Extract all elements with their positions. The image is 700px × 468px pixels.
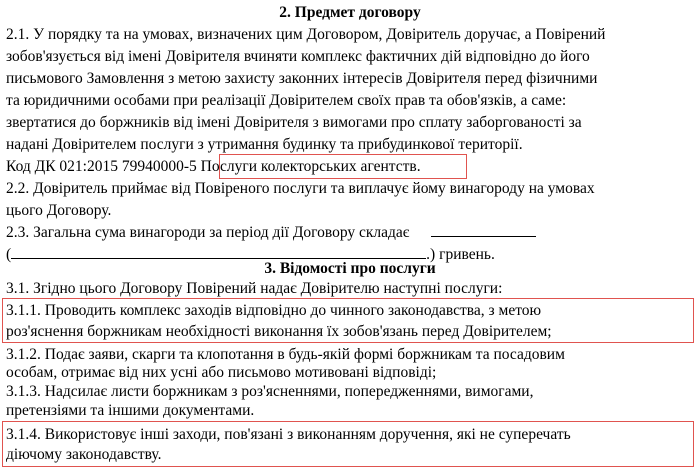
paragraph-3-1-4-line-1: 3.1.4. Використовує інші заходи, пов'язані з виконанням доручення, які не суперечать — [6, 426, 571, 443]
paragraph-2-1-line-1: 2.1. У порядку та на умовах, визначених цим Договором, Довіритель доручає, а Повірений — [6, 26, 606, 43]
service-code-title: Послуги колекторських агентств. — [200, 158, 421, 175]
paragraph-2-3-text: 2.3. Загальна сума винагороди за період дії Договору складає — [6, 224, 410, 241]
highlight-box-service-code — [219, 154, 467, 179]
paragraph-2-1-line-4: та юридичними особами при реалізації Довірителем своїх прав та обов'язків, а саме: — [6, 92, 567, 109]
highlight-box-3-1-4 — [2, 421, 694, 467]
paragraph-3-1: 3.1. Згідно цього Договору Повірений надає Довірителю наступні послуги: — [6, 280, 503, 297]
paragraph-3-1-4-line-2: діючому законодавству. — [6, 446, 162, 463]
paragraph-2-1-line-3: письмового Замовлення з метою захисту законних інтересів Довірителя перед фізичними — [6, 70, 598, 87]
paragraph-2-1-line-5: звертатися до боржників від імені Довірителя з вимогами про сплату заборгованості за — [6, 114, 582, 131]
paragraph-3-1-1-line-2: роз'яснення боржникам необхідності виконання їх зобов'язань перед Довірителем; — [6, 323, 552, 340]
amount-blank-field — [431, 222, 536, 237]
service-code-number: Код ДК 021:2015 79940000-5 — [6, 158, 197, 175]
paragraph-2-3-line-1 — [6, 222, 536, 244]
paragraph-2-1-line-6: надані Довірителем послуги з утримання будинку та прибудинкової території. — [6, 136, 523, 153]
paragraph-3-1-3-line-2: претензіями та іншими документами. — [6, 402, 255, 419]
paragraph-3-1-3-line-1: 3.1.3. Надсилає листи боржникам з роз'ясненнями, попередженнями, вимогами, — [6, 383, 534, 400]
amount-words-open: ( — [6, 246, 12, 263]
paragraph-3-1-2-line-2: особам, отримає від них усні або письмово мотивовані відповіді; — [6, 364, 437, 381]
section-3-heading: 3. Відомості про послуги — [264, 260, 436, 277]
section-2-heading: 2. Предмет договору — [279, 4, 421, 21]
paragraph-3-1-1-line-1: 3.1.1. Проводить комплекс заходів відповідно до чинного законодавства, з метою — [6, 302, 542, 319]
paragraph-2-1-line-2: зобов'язується від імені Довірителя вчиняти комплекс фактичних дій відповідно до його — [6, 48, 590, 65]
paragraph-2-2-line-2: цього Договору. — [6, 202, 112, 219]
amount-words-close: .) гривень. — [426, 246, 495, 263]
amount-words-blank-field — [11, 244, 426, 259]
paragraph-2-2-line-1: 2.2. Довіритель приймає від Повіреного послуги та виплачує йому винагороду на умовах — [6, 180, 595, 197]
paragraph-3-1-2-line-1: 3.1.2. Подає заяви, скарги та клопотання в будь-якій формі боржникам та посадовим — [6, 346, 565, 363]
